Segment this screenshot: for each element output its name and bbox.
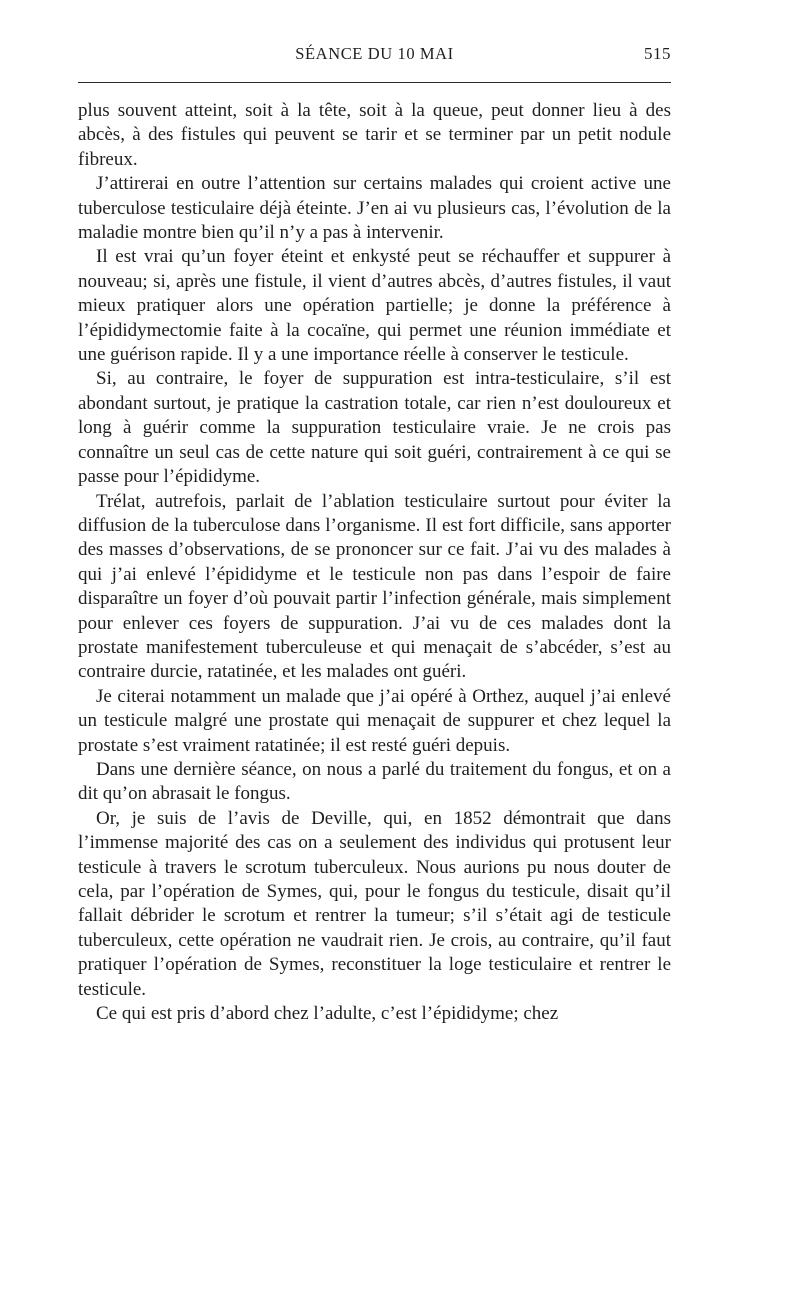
paragraph: Ce qui est pris d’abord chez l’adulte, c’est l’épididyme; chez <box>96 1003 559 1025</box>
paragraph: Je citerai notamment un malade que j’ai opéré à Orthez, auquel j’ai enlevé un testicule malgré une prostate qui menaçait de suppurer et chez lequel la prostate s’est vraiment ratatinée; il est resté guéri depuis. <box>78 685 671 756</box>
paragraph: Or, je suis de l’avis de Deville, qui, en 1852 démontrait que dans l’immense majorité des cas on a seulement des individus qui protusent leur testicule à travers le scrotum tuberculeux. Nous aurions pu nous douter de cela, par l’opération de Symes, qui, pour le fongus du testicule, disait qu’il fallait débrider le scrotum et rentrer la tumeur; s’il s’était agi de testicule tuberculeux, cette opération ne vaudrait rien. Je crois, au contraire, qu’il faut pratiquer l’opération de Symes, reconstituer la loge testiculaire et rentrer le testicule. <box>78 807 671 1000</box>
running-title: SÉANCE DU 10 MAI <box>295 44 454 63</box>
paragraph: J’attirerai en outre l’attention sur certains malades qui croient active une tuberculose testiculaire déjà éteinte. J’en ai vu plusieurs cas, l’évolution de la maladie montre bien qu’il n’y a pas à intervenir. <box>78 173 671 244</box>
header-rule <box>78 82 671 83</box>
paragraph: Trélat, autrefois, parlait de l’ablation testiculaire surtout pour éviter la diffusion de la tuberculose dans l’organisme. Il est fort difficile, sans apporter des masses d’observations, de se prononcer sur ce fait. J’ai vu des malades à qui j’ai enlevé l’épididyme et le testicule non pas dans l’espoir de faire disparaître un foyer d’où pouvait partir l’infection générale, mais simplement pour enlever ces foyers de suppuration. J’ai vu de ces malades dont la prostate manifestement tuberculeuse et qui menaçait de s’abcéder, s’est au contraire durcie, ratatinée, et les malades ont guéri. <box>78 490 671 683</box>
body-text <box>78 99 671 1026</box>
paragraph: plus souvent atteint, soit à la tête, soit à la queue, peut donner lieu à des abcès, à des fistules qui peuvent se tarir et se terminer par un petit nodule fibreux. <box>78 100 671 170</box>
paragraph: Dans une dernière séance, on nous a parlé du traitement du fongus, et on a dit qu’on abrasait le fongus. <box>78 758 671 805</box>
paragraph: Il est vrai qu’un foyer éteint et enkysté peut se réchauffer et suppurer à nouveau; si, après une fistule, il vient d’autres abcès, d’autres fistules, il vaut mieux pratiquer alors une opération partielle; je donne la préférence à l’épididymectomie faite à la cocaïne, qui permet une réunion immédiate et une guérison rapide. Il y a une importance réelle à conserver le testicule. <box>78 246 671 366</box>
page-header <box>78 44 671 72</box>
paragraph: Si, au contraire, le foyer de suppuration est intra-testiculaire, s’il est abondant surtout, je pratique la castration totale, car rien n’est douloureux et long à guérir comme la suppuration testiculaire vraie. Je ne crois pas connaître un seul cas de cette nature qui soit guéri, contrairement à ce qui se passe pour l’épididyme. <box>78 368 671 488</box>
page-number: 515 <box>644 44 671 63</box>
